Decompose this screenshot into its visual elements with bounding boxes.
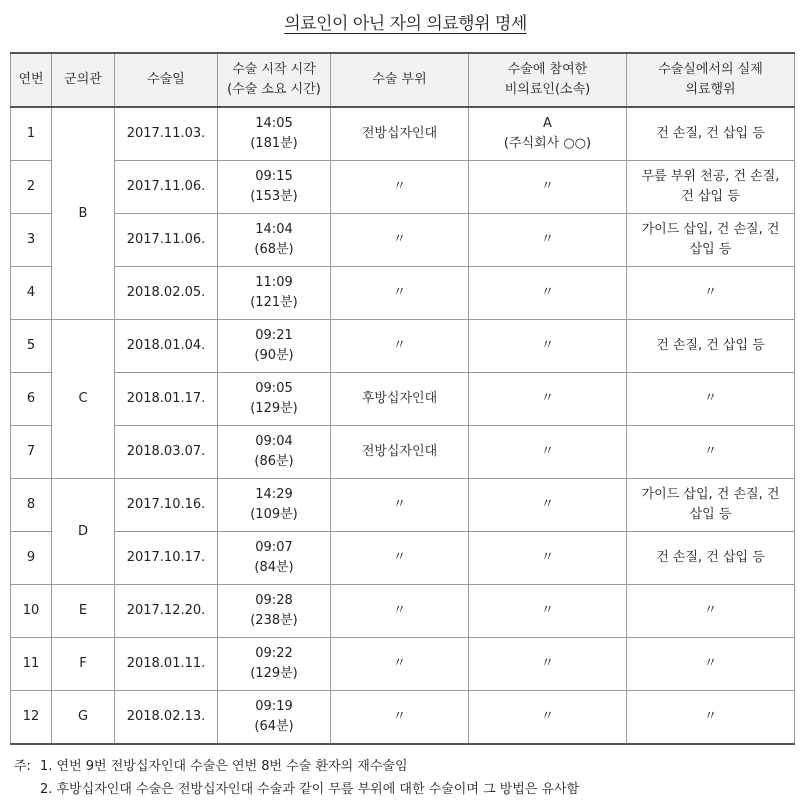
cell-actual-act: 건 손질, 건 삽입 등	[627, 320, 795, 373]
cell-non-medical-person: 〃	[469, 426, 627, 479]
cell-start-time: 09:07 (84분)	[218, 532, 331, 585]
cell-date: 2017.11.06.	[115, 161, 218, 214]
cell-actual-act: 가이드 삽입, 건 손질, 건 삽입 등	[627, 479, 795, 532]
cell-actual-act: 〃	[627, 373, 795, 426]
footnotes	[14, 755, 579, 801]
cell-start-time: 11:09 (121분)	[218, 267, 331, 320]
cell-date: 2017.12.20.	[115, 585, 218, 638]
cell-start-time: 14:04 (68분)	[218, 214, 331, 267]
cell-non-medical-person: 〃	[469, 267, 627, 320]
cell-doctor: D	[52, 479, 115, 585]
table-row	[11, 373, 795, 426]
header-date: 수술일	[115, 53, 218, 107]
cell-non-medical-person: 〃	[469, 585, 627, 638]
cell-start-time: 14:05 (181분)	[218, 107, 331, 161]
cell-start-time: 09:05 (129분)	[218, 373, 331, 426]
cell-date: 2018.03.07.	[115, 426, 218, 479]
cell-actual-act: 가이드 삽입, 건 손질, 건 삽입 등	[627, 214, 795, 267]
cell-no: 10	[11, 585, 52, 638]
cell-actual-act: 〃	[627, 585, 795, 638]
table-row	[11, 585, 795, 638]
cell-no: 9	[11, 532, 52, 585]
cell-site: 〃	[331, 691, 469, 745]
header-doctor: 군의관	[52, 53, 115, 107]
header-no: 연번	[11, 53, 52, 107]
cell-site: 전방십자인대	[331, 426, 469, 479]
cell-site: 〃	[331, 585, 469, 638]
table-row	[11, 161, 795, 214]
cell-non-medical-person: A (주식회사 ○○)	[469, 107, 627, 161]
cell-doctor: B	[52, 107, 115, 320]
cell-no: 12	[11, 691, 52, 745]
cell-start-time: 09:22 (129분)	[218, 638, 331, 691]
table-row	[11, 638, 795, 691]
footnote-text: 2. 후방십자인대 수술은 전방십자인대 수술과 같이 무릎 부위에 대한 수술이며 그 방법은 유사함	[40, 782, 580, 797]
table-row	[11, 532, 795, 585]
cell-doctor: F	[52, 638, 115, 691]
cell-actual-act: 〃	[627, 426, 795, 479]
cell-date: 2017.10.16.	[115, 479, 218, 532]
cell-actual-act: 〃	[627, 691, 795, 745]
cell-actual-act: 〃	[627, 638, 795, 691]
cell-date: 2017.10.17.	[115, 532, 218, 585]
cell-site: 〃	[331, 320, 469, 373]
cell-non-medical-person: 〃	[469, 214, 627, 267]
cell-non-medical-person: 〃	[469, 320, 627, 373]
cell-no: 2	[11, 161, 52, 214]
footnote-text: 1. 연번 9번 전방십자인대 수술은 연번 8번 수술 환자의 재수술임	[40, 759, 408, 774]
table-body	[11, 107, 795, 744]
cell-actual-act: 건 손질, 건 삽입 등	[627, 107, 795, 161]
cell-date: 2018.02.13.	[115, 691, 218, 745]
header-site: 수술 부위	[331, 53, 469, 107]
cell-start-time: 14:29 (109분)	[218, 479, 331, 532]
cell-start-time: 09:15 (153분)	[218, 161, 331, 214]
cell-site: 〃	[331, 638, 469, 691]
cell-no: 6	[11, 373, 52, 426]
procedure-table	[10, 52, 795, 745]
cell-no: 1	[11, 107, 52, 161]
cell-non-medical-person: 〃	[469, 479, 627, 532]
cell-site: 〃	[331, 267, 469, 320]
document-title-text: 의료인이 아닌 자의 의료행위 명세	[284, 14, 527, 34]
footnote-prefix: 주:	[14, 759, 31, 774]
cell-start-time: 09:19 (64분)	[218, 691, 331, 745]
cell-start-time: 09:21 (90분)	[218, 320, 331, 373]
cell-no: 7	[11, 426, 52, 479]
cell-site: 〃	[331, 214, 469, 267]
cell-non-medical-person: 〃	[469, 373, 627, 426]
cell-no: 3	[11, 214, 52, 267]
cell-start-time: 09:04 (86분)	[218, 426, 331, 479]
cell-site: 〃	[331, 479, 469, 532]
cell-no: 11	[11, 638, 52, 691]
cell-site: 〃	[331, 161, 469, 214]
header-start-time: 수술 시작 시각 (수술 소요 시간)	[218, 53, 331, 107]
table-row	[11, 479, 795, 532]
table-row	[11, 107, 795, 161]
cell-actual-act: 건 손질, 건 삽입 등	[627, 532, 795, 585]
table-row	[11, 691, 795, 745]
table-row	[11, 267, 795, 320]
cell-non-medical-person: 〃	[469, 638, 627, 691]
cell-date: 2018.01.11.	[115, 638, 218, 691]
cell-site: 후방십자인대	[331, 373, 469, 426]
table-row	[11, 214, 795, 267]
cell-no: 8	[11, 479, 52, 532]
cell-date: 2018.02.05.	[115, 267, 218, 320]
cell-site: 〃	[331, 532, 469, 585]
cell-date: 2018.01.17.	[115, 373, 218, 426]
cell-actual-act: 무릎 부위 천공, 건 손질, 건 삽입 등	[627, 161, 795, 214]
footnote-2	[14, 778, 579, 801]
cell-no: 4	[11, 267, 52, 320]
table-row	[11, 426, 795, 479]
cell-start-time: 09:28 (238분)	[218, 585, 331, 638]
cell-date: 2017.11.03.	[115, 107, 218, 161]
table-header-row	[11, 53, 795, 107]
document-title	[0, 9, 811, 34]
cell-date: 2018.01.04.	[115, 320, 218, 373]
cell-no: 5	[11, 320, 52, 373]
header-actual-act: 수술실에서의 실제 의료행위	[627, 53, 795, 107]
cell-doctor: E	[52, 585, 115, 638]
cell-non-medical-person: 〃	[469, 161, 627, 214]
cell-actual-act: 〃	[627, 267, 795, 320]
cell-non-medical-person: 〃	[469, 532, 627, 585]
cell-doctor: G	[52, 691, 115, 745]
footnote-1	[14, 755, 579, 778]
cell-date: 2017.11.06.	[115, 214, 218, 267]
cell-site: 전방십자인대	[331, 107, 469, 161]
header-non-medical-person: 수술에 참여한 비의료인(소속)	[469, 53, 627, 107]
cell-non-medical-person: 〃	[469, 691, 627, 745]
table-row	[11, 320, 795, 373]
cell-doctor: C	[52, 320, 115, 479]
